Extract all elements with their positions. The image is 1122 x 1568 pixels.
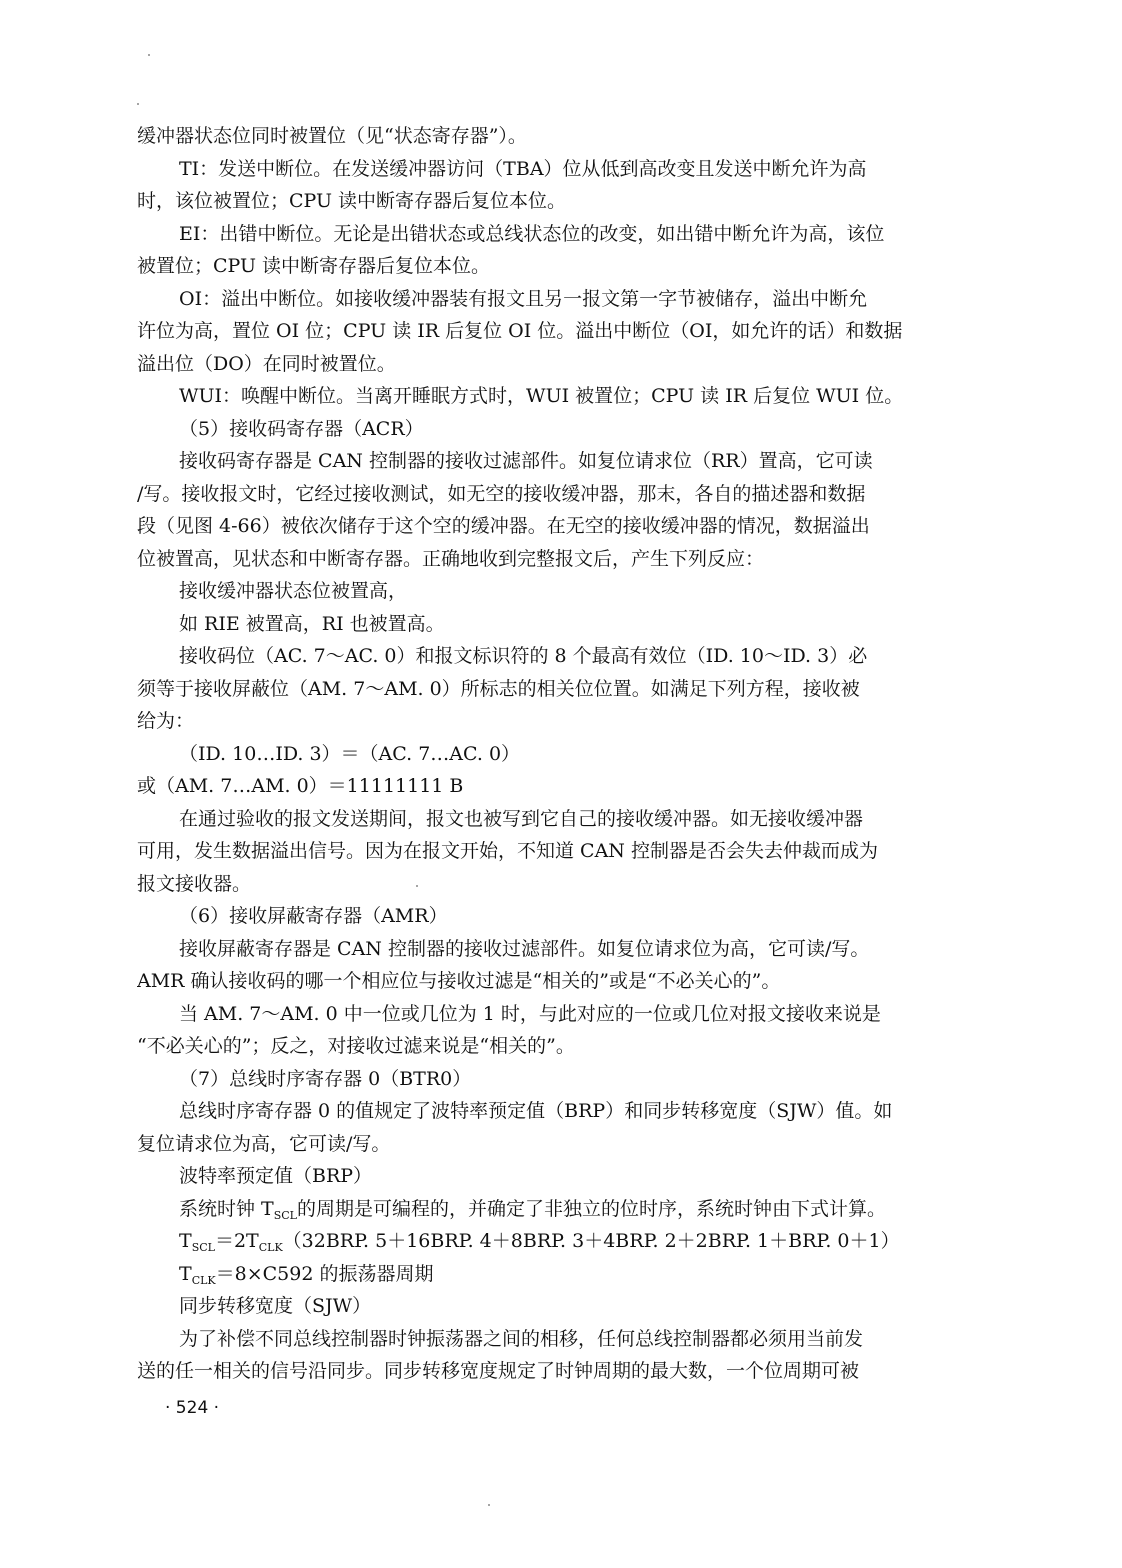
text-line: 接收屏蔽寄存器是 CAN 控制器的接收过滤部件。如复位请求位为高，它可读/写。 (179, 937, 870, 960)
subheading: 波特率预定值（BRP） (179, 1165, 373, 1187)
text-line: EI：出错中断位。无论是出错状态或总线状态位的改变，如出错中断允许为高，该位 (179, 222, 885, 245)
subscript: SCL (191, 1241, 215, 1254)
text-line: 当 AM. 7～AM. 0 中一位或几位为 1 时，与此对应的一位或几位对报文接收来说是 (179, 1002, 881, 1025)
text-line: WUI：唤醒中断位。当离开睡眠方式时，WUI 被置位；CPU 读 IR 后复位 WUI 位。 (179, 385, 904, 407)
page-number: · 524 · (165, 1398, 220, 1418)
text-line: 接收缓冲器状态位被置高， (179, 580, 408, 602)
text-segment: 系统时钟 T (179, 1197, 274, 1220)
text-segment: （32BRP. 5＋16BRP. 4＋8BRP. 3＋4BRP. 2＋2BRP. 1＋BRP. 0＋1） (282, 1230, 900, 1252)
text-line: 复位请求位为高，它可读/写。 (137, 1132, 391, 1155)
subscript: SCL (273, 1208, 297, 1222)
text-line: 须等于接收屏蔽位（AM. 7～AM. 0）所标志的相关位位置。如满足下列方程，接收被 (137, 677, 860, 700)
subscript: CLK (258, 1241, 283, 1254)
text-segment: ＝8×C592 的振荡器周期 (215, 1262, 434, 1285)
text-line: 缓冲器状态位同时被置位（见“状态寄存器”）。 (137, 125, 527, 147)
formula-line (137, 1225, 965, 1258)
equation-line: 或（AM. 7…AM. 0）＝11111111 B (137, 775, 464, 797)
text-line: 如 RIE 被置高，RI 也被置高。 (179, 612, 445, 635)
formula-line (137, 1258, 965, 1291)
text-line: 溢出位（DO）在同时被置位。 (137, 352, 396, 375)
section-heading: （5）接收码寄存器（ACR） (179, 417, 424, 440)
text-line: “不必关心的”；反之，对接收过滤来说是“相关的”。 (137, 1035, 575, 1057)
text-line: 段（见图 4-66）被依次储存于这个空的缓冲器。在无空的接收缓冲器的情况，数据溢出 (137, 515, 870, 537)
equation-line: （ID. 10…ID. 3）＝（AC. 7…AC. 0） (179, 742, 521, 765)
text-segment: 的周期是可编程的，并确定了非独立的位时序，系统时钟由下式计算。 (296, 1197, 886, 1220)
text-line: 为了补偿不同总线控制器时钟振荡器之间的相移，任何总线控制器都必须用当前发 (179, 1327, 864, 1350)
section-heading: （7）总线时序寄存器 0（BTR0） (179, 1067, 472, 1090)
text-line: 在通过验收的报文发送期间，报文也被写到它自己的接收缓冲器。如无接收缓冲器 (179, 807, 864, 830)
text-line: 接收码位（AC. 7～AC. 0）和报文标识符的 8 个最高有效位（ID. 10～ID. 3）必 (179, 645, 868, 667)
subscript: CLK (191, 1273, 216, 1287)
text-line: 被置位；CPU 读中断寄存器后复位本位。 (137, 255, 491, 277)
scan-speck (488, 1504, 490, 1506)
text-segment: T (179, 1262, 192, 1285)
text-line: 给为： (137, 710, 195, 732)
text-line: AMR 确认接收码的哪一个相应位与接收过滤是“相关的”或是“不必关心的”。 (137, 970, 781, 992)
text-line: 接收码寄存器是 CAN 控制器的接收过滤部件。如复位请求位（RR）置高，它可读 (179, 450, 873, 472)
text-line: 时，该位被置位；CPU 读中断寄存器后复位本位。 (137, 190, 567, 212)
text-segment: T (179, 1230, 192, 1252)
subheading: 同步转移宽度（SJW） (179, 1295, 372, 1317)
text-line: 许位为高，置位 OI 位；CPU 读 IR 后复位 OI 位。溢出中断位（OI，如允许的话）和数据 (137, 320, 903, 342)
text-line: TI：发送中断位。在发送缓冲器访问（TBA）位从低到高改变且发送中断允许为高 (179, 157, 867, 180)
text-line: /写。接收报文时，它经过接收测试，如无空的接收缓冲器，那末，各自的描述器和数据 (137, 482, 866, 505)
text-line: 报文接收器。 (137, 872, 252, 895)
text-line: OI：溢出中断位。如接收缓冲器装有报文且另一报文第一字节被储存，溢出中断允 (179, 287, 868, 310)
text-line: 总线时序寄存器 0 的值规定了波特率预定值（BRP）和同步转移宽度（SJW）值。如 (179, 1100, 893, 1122)
section-heading: （6）接收屏蔽寄存器（AMR） (179, 905, 448, 927)
scan-speck (137, 103, 139, 105)
text-line: 送的任一相关的信号沿同步。同步转移宽度规定了时钟周期的最大数，一个位周期可被 (137, 1360, 860, 1382)
text-line: 可用，发生数据溢出信号。因为在报文开始，不知道 CAN 控制器是否会失去仲裁而成为 (137, 840, 878, 862)
body-text (137, 120, 965, 1388)
scan-speck (148, 54, 150, 56)
text-line: 位被置高，见状态和中断寄存器。正确地收到完整报文后，产生下列反应： (137, 547, 765, 570)
text-segment: ＝2T (214, 1230, 259, 1252)
text-line (137, 1193, 965, 1226)
